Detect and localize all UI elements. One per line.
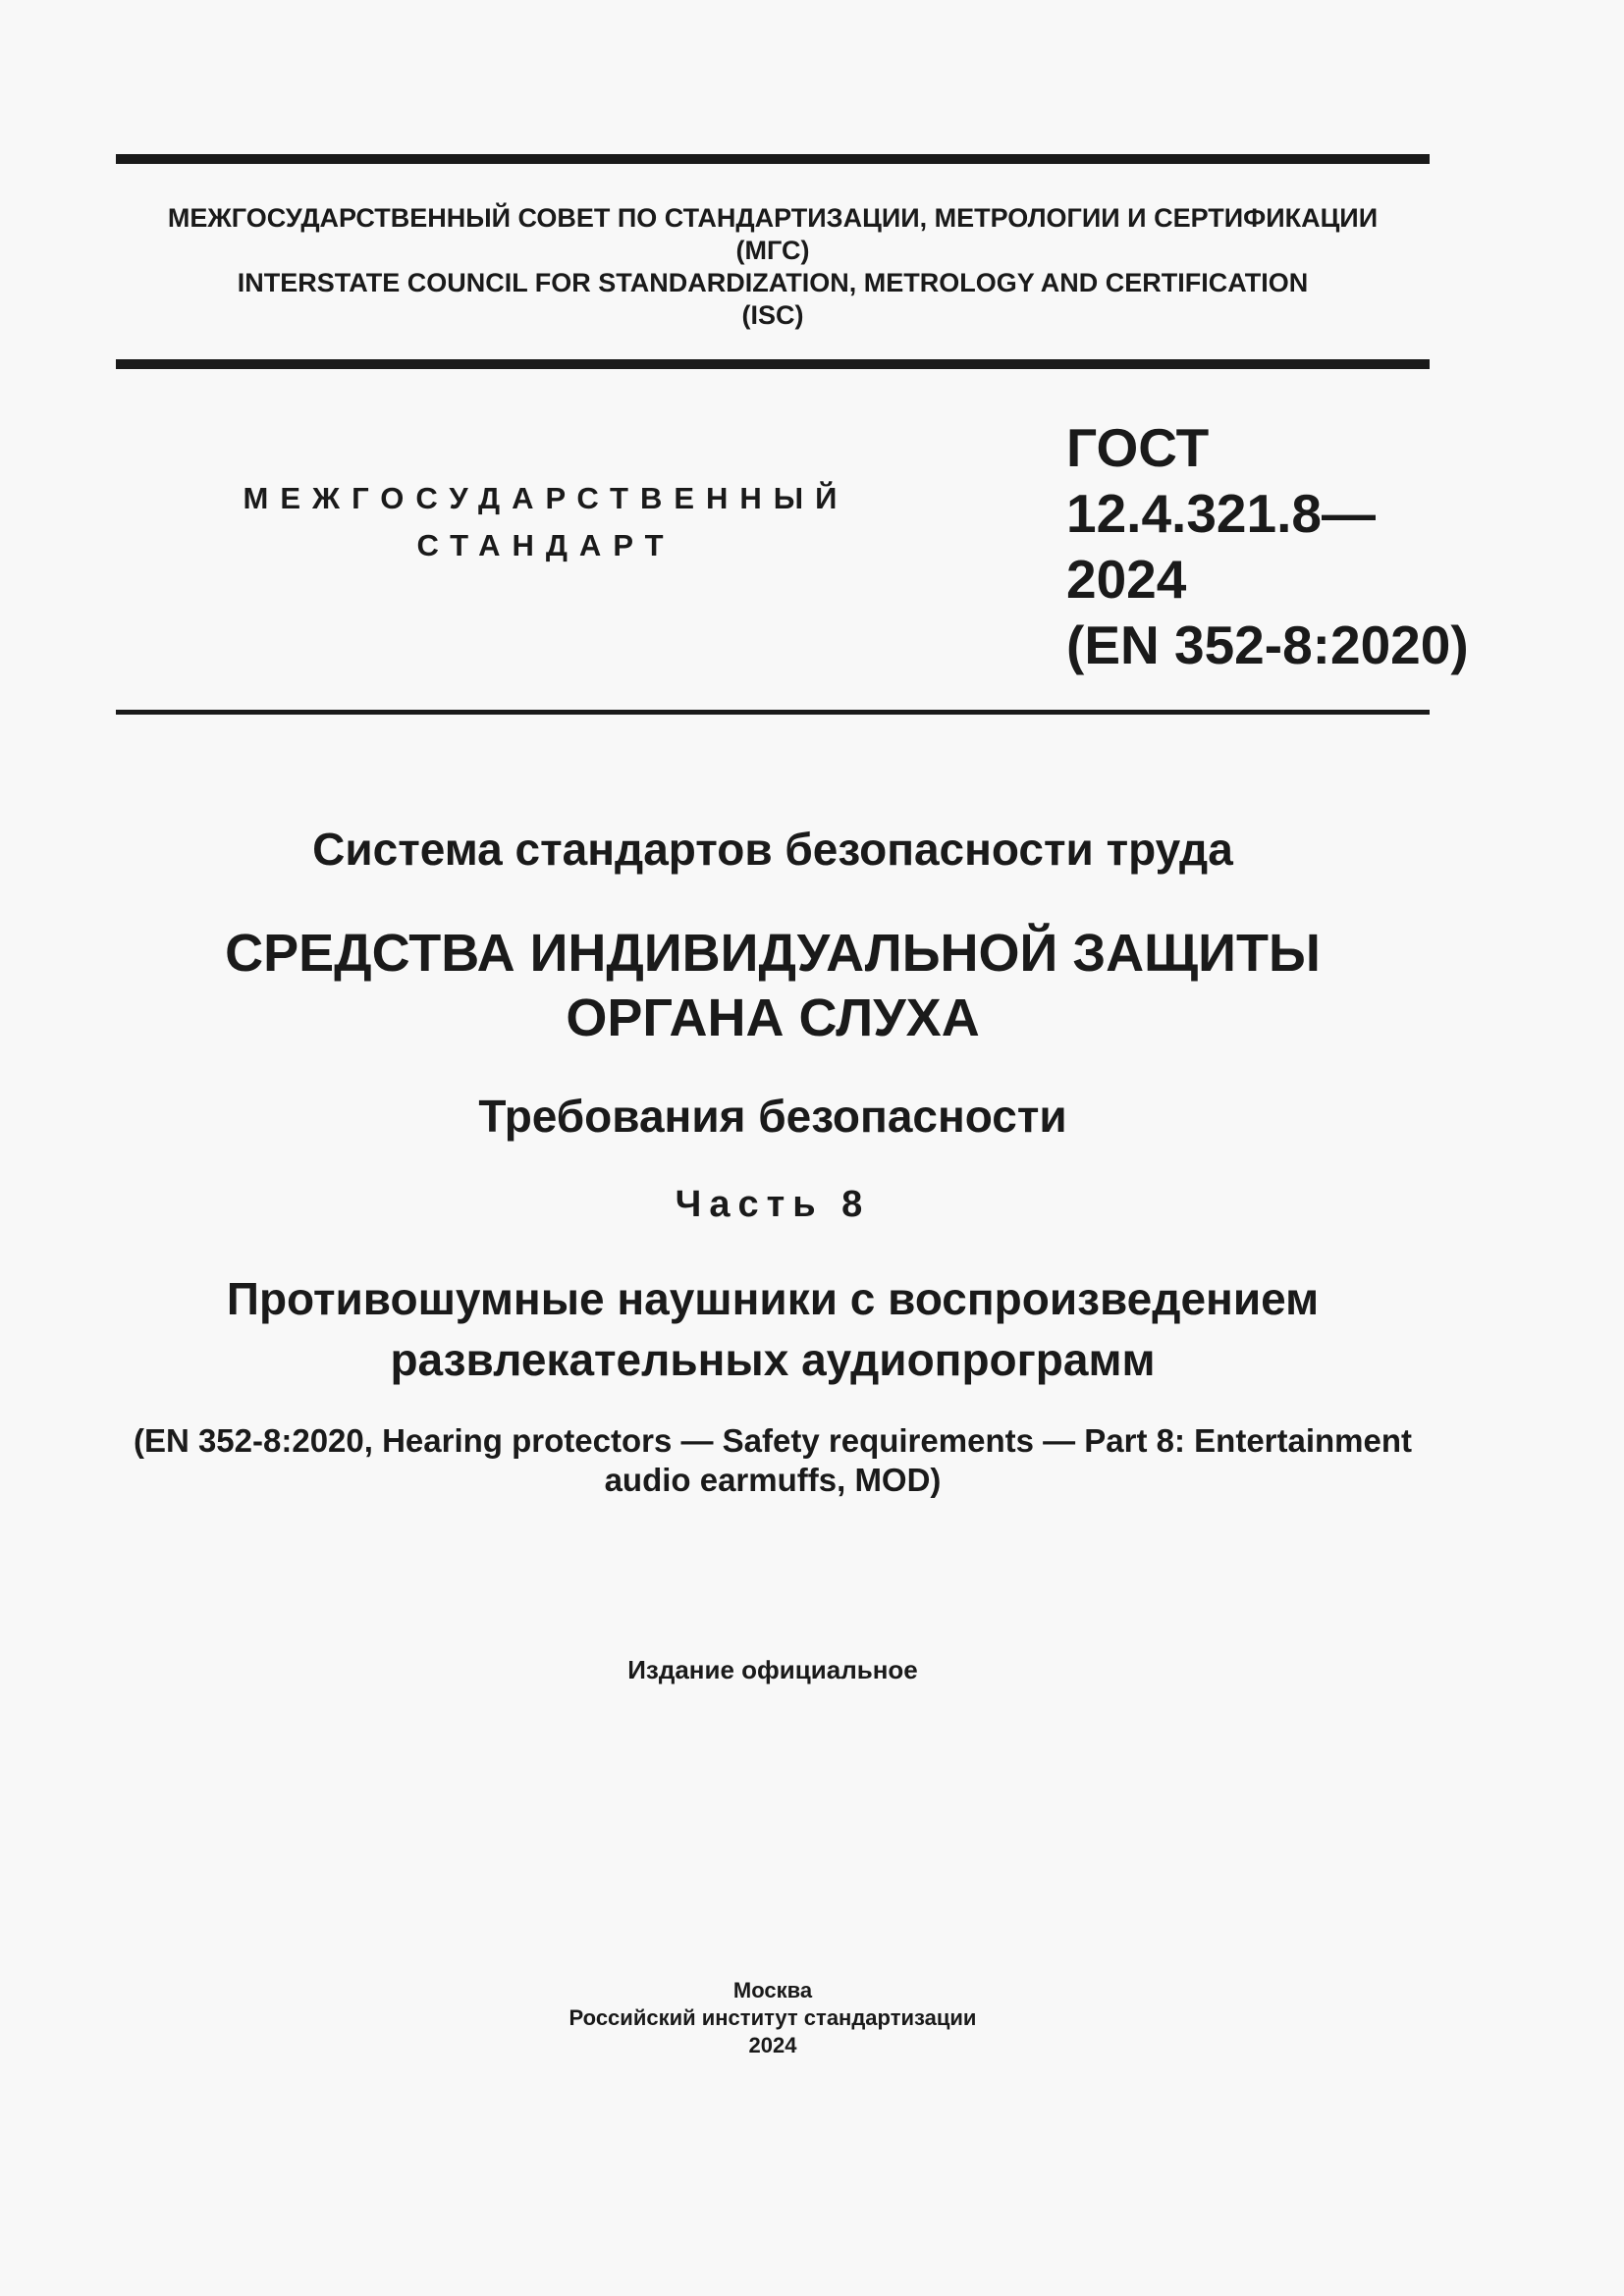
- standard-type: [196, 475, 884, 569]
- council-name-en: INTERSTATE COUNCIL FOR STANDARDIZATION, METROLOGY AND CERTIFICATION: [237, 268, 1309, 297]
- imprint-publisher: Российский институт стандартизации: [568, 2005, 977, 2030]
- imprint-city: Москва: [732, 1978, 813, 2002]
- series-title: Система стандартов безопасности труда: [312, 824, 1233, 875]
- council-abbr-en: (ISC): [741, 300, 804, 330]
- designation-line3: 2024: [1066, 549, 1187, 610]
- designation-line1: ГОСТ: [1066, 417, 1210, 478]
- standard-type-line1: МЕЖГОСУДАРСТВЕННЫЙ: [243, 481, 849, 515]
- designation-line4: (EN 352-8:2020): [1066, 614, 1469, 675]
- main-title-line1: СРЕДСТВА ИНДИВИДУАЛЬНОЙ ЗАЩИТЫ: [225, 924, 1321, 983]
- english-title-line1: (EN 352-8:2020, Hearing protectors — Safety requirements — Part 8: Entertainment: [133, 1422, 1413, 1459]
- designation-line2: 12.4.321.8—: [1066, 483, 1376, 544]
- designation-rule: [116, 710, 1430, 715]
- council-abbr-ru: (МГС): [735, 236, 810, 265]
- imprint-year: 2024: [748, 2033, 797, 2057]
- english-title: [116, 1421, 1430, 1500]
- main-title: [116, 921, 1430, 1050]
- subtitle-line2: развлекательных аудиопрограмм: [390, 1334, 1156, 1385]
- part-label: Часть 8: [675, 1184, 871, 1225]
- main-title-line2: ОРГАНА СЛУХА: [566, 988, 980, 1047]
- subtitle: [116, 1268, 1430, 1390]
- header-bottom-rule: [116, 359, 1430, 369]
- english-title-line2: audio earmuffs, MOD): [604, 1462, 942, 1498]
- council-name-ru: МЕЖГОСУДАРСТВЕННЫЙ СОВЕТ ПО СТАНДАРТИЗАЦИИ, МЕТРОЛОГИИ И СЕРТИФИКАЦИИ: [167, 203, 1379, 233]
- edition-label: Издание официальное: [627, 1655, 918, 1684]
- top-rule: [116, 154, 1430, 164]
- standard-designation: [1066, 415, 1469, 678]
- subtitle-line1: Противошумные наушники с воспроизведением: [226, 1273, 1320, 1324]
- council-header: [116, 202, 1430, 332]
- imprint: [116, 1977, 1430, 2059]
- standard-type-line2: СТАНДАРТ: [416, 528, 676, 562]
- requirements-title: Требования безопасности: [478, 1091, 1067, 1142]
